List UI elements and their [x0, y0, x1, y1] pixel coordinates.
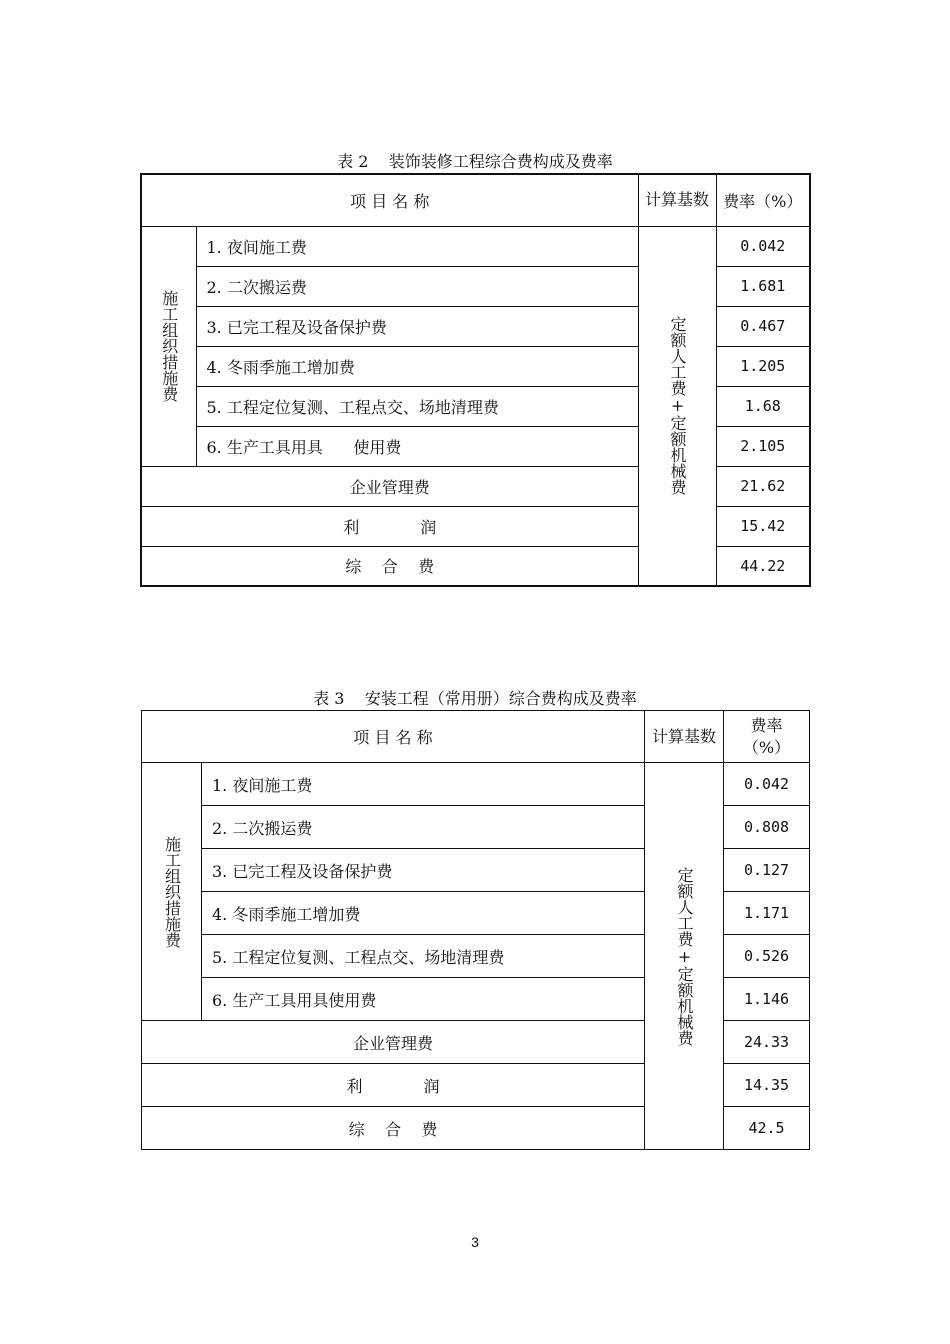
table2-summary-total: 综 合 费 — [141, 546, 638, 586]
table2-summary-management: 企业管理费 — [141, 466, 638, 506]
table3-item-2: 2. 二次搬运费 — [202, 806, 645, 849]
table2-item-3: 3. 已完工程及设备保护费 — [196, 306, 638, 346]
table2-header-rate: 费率（%） — [716, 174, 810, 226]
table2-rate-profit: 15.42 — [716, 506, 810, 546]
table2-group-label: 施工组织措施费 — [141, 226, 196, 466]
table3-item-4: 4. 冬雨季施工增加费 — [202, 892, 645, 935]
table2-base-label: 定额人工费+定额机械费 — [638, 226, 716, 586]
table3-item-1: 1. 夜间施工费 — [202, 763, 645, 806]
table3-caption: 表 3 安装工程（常用册）综合费构成及费率 — [313, 689, 637, 708]
table3-rate-management: 24.33 — [724, 1021, 810, 1064]
table2-summary-profit: 利 润 — [141, 506, 638, 546]
table2-header-row — [141, 174, 810, 226]
table2-item-5: 5. 工程定位复测、工程点交、场地清理费 — [196, 386, 638, 426]
table2-rate-2: 1.681 — [716, 266, 810, 306]
table2-rate-1: 0.042 — [716, 226, 810, 266]
table3-header-row — [142, 711, 810, 763]
table2-rate-4: 1.205 — [716, 346, 810, 386]
table3-rate-total: 42.5 — [724, 1107, 810, 1150]
table2-item-4: 4. 冬雨季施工增加费 — [196, 346, 638, 386]
table3-rate-profit: 14.35 — [724, 1064, 810, 1107]
table3-rate-2: 0.808 — [724, 806, 810, 849]
table3-rate-3: 0.127 — [724, 849, 810, 892]
table3-summary-management: 企业管理费 — [142, 1021, 645, 1064]
table2-header-base: 计算基数 — [638, 174, 716, 226]
table3 — [141, 710, 810, 1150]
table3-item-3: 3. 已完工程及设备保护费 — [202, 849, 645, 892]
table2-rate-5: 1.68 — [716, 386, 810, 426]
table2 — [140, 173, 811, 587]
table2-item-6: 6. 生产工具用具 使用费 — [196, 426, 638, 466]
table3-summary-total: 综 合 费 — [142, 1107, 645, 1150]
table2-rate-management: 21.62 — [716, 466, 810, 506]
page-number: 3 — [471, 1234, 479, 1250]
table2-item-2: 2. 二次搬运费 — [196, 266, 638, 306]
table3-rate-1: 0.042 — [724, 763, 810, 806]
table3-group-label: 施工组织措施费 — [142, 763, 202, 1021]
table3-header-rate: 费率（%） — [724, 711, 810, 763]
table-row — [142, 763, 810, 806]
table3-rate-6: 1.146 — [724, 978, 810, 1021]
table3-header-item: 项 目 名 称 — [142, 711, 645, 763]
table-row — [141, 226, 810, 266]
table2-header-item: 项 目 名 称 — [141, 174, 638, 226]
table2-rate-3: 0.467 — [716, 306, 810, 346]
table3-item-6: 6. 生产工具用具使用费 — [202, 978, 645, 1021]
table3-header-base: 计算基数 — [645, 711, 724, 763]
table3-base-label: 定额人工费+定额机械费 — [645, 763, 724, 1150]
table3-item-5: 5. 工程定位复测、工程点交、场地清理费 — [202, 935, 645, 978]
table3-summary-profit: 利 润 — [142, 1064, 645, 1107]
table2-item-1: 1. 夜间施工费 — [196, 226, 638, 266]
table3-rate-4: 1.171 — [724, 892, 810, 935]
table2-rate-6: 2.105 — [716, 426, 810, 466]
table2-rate-total: 44.22 — [716, 546, 810, 586]
table2-caption: 表 2 装饰装修工程综合费构成及费率 — [337, 152, 613, 171]
table3-rate-5: 0.526 — [724, 935, 810, 978]
